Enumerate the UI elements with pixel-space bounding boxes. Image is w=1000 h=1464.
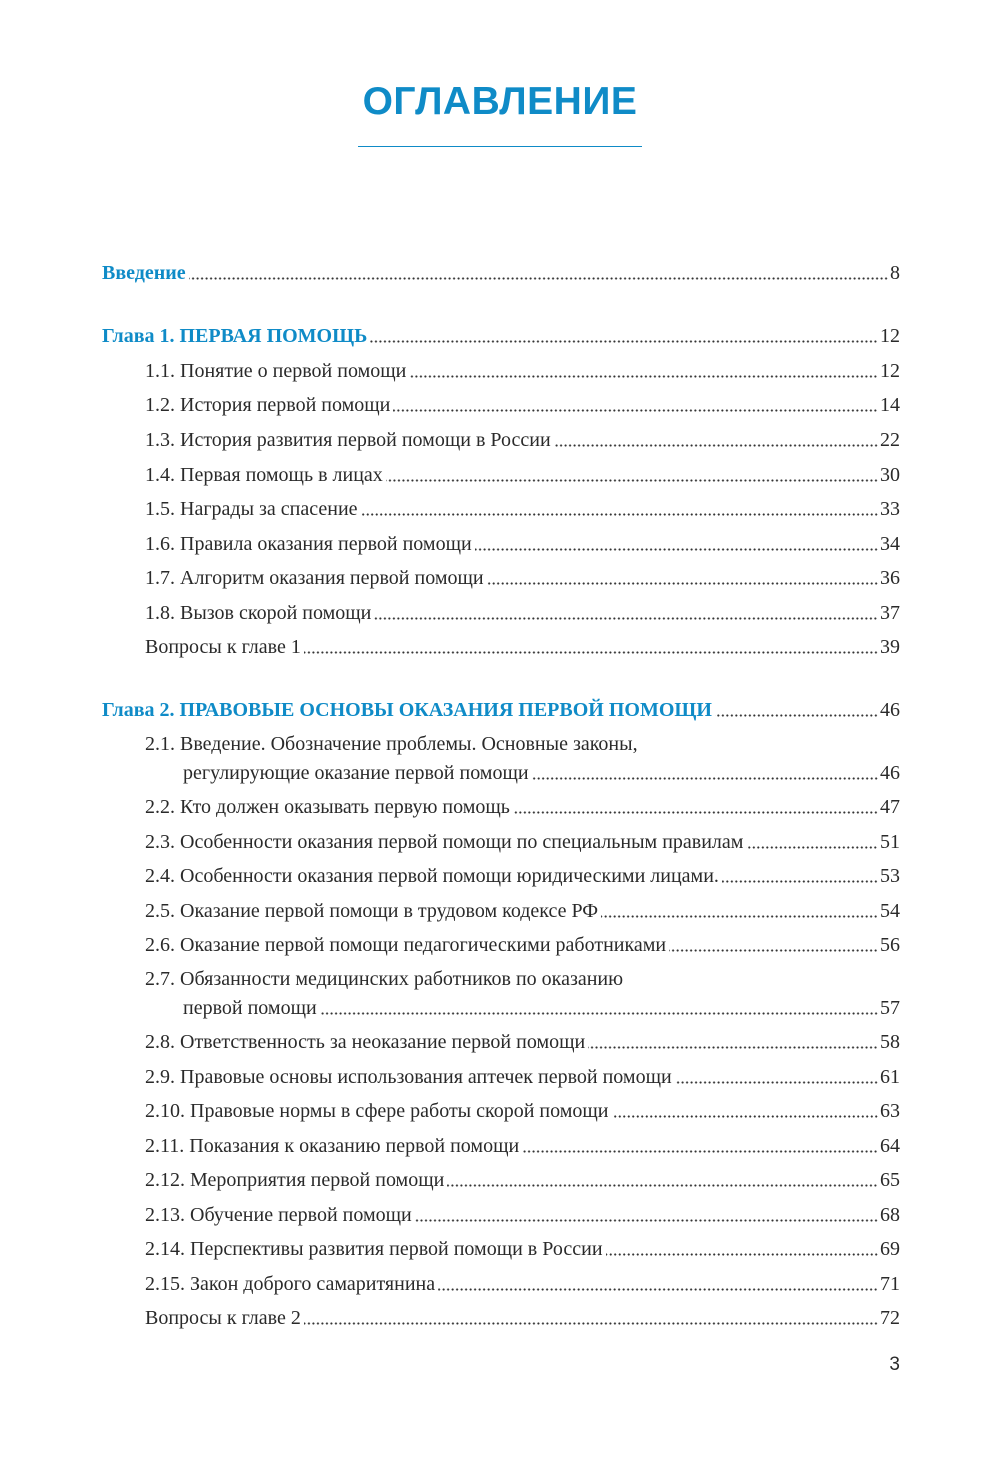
toc-item-page: 33 [880, 498, 900, 520]
dot-leader [532, 777, 878, 780]
dot-leader [374, 617, 878, 620]
toc-item[interactable] [145, 592, 900, 624]
toc-item-page: 37 [880, 602, 900, 624]
toc-chapter-2-page: 46 [880, 699, 900, 721]
toc-item-label: 1.4. Первая помощь в лицах [145, 464, 383, 486]
dot-leader [612, 1115, 879, 1118]
toc-intro[interactable] [102, 252, 900, 284]
toc-chapter-2[interactable] [102, 689, 900, 721]
toc-item-page: 56 [880, 934, 900, 956]
dot-leader [409, 375, 878, 378]
toc-item-page: 22 [880, 429, 900, 451]
dot-leader [669, 949, 878, 952]
toc-item-label: 1.3. История развития первой помощи в России [145, 429, 551, 451]
toc-item[interactable] [145, 350, 900, 382]
toc-item[interactable] [145, 1090, 900, 1122]
dot-leader [447, 1184, 878, 1187]
dot-leader [522, 1150, 878, 1153]
toc-item[interactable] [145, 786, 900, 818]
toc-item-page: 14 [880, 394, 900, 416]
toc-item-label: 2.12. Мероприятия первой помощи [145, 1169, 445, 1191]
dot-leader [588, 1046, 878, 1049]
dot-leader [304, 651, 878, 654]
toc-item-label: 2.6. Оказание первой помощи педагогическими работниками [145, 934, 667, 956]
toc-item[interactable] [145, 557, 900, 589]
toc-item-label: 1.7. Алгоритм оказания первой помощи [145, 567, 484, 589]
toc-item-page: 68 [880, 1204, 900, 1226]
toc-item-label: 2.2. Кто должен оказывать первую помощь [145, 796, 510, 818]
toc-item-label: 1.1. Понятие о первой помощи [145, 360, 407, 382]
title-underline [358, 146, 642, 147]
toc-item-page: 39 [880, 636, 900, 658]
toc-item-label: 2.4. Особенности оказания первой помощи юридическими лицами. [145, 865, 719, 887]
toc-item-label: 2.1. Введение. Обозначение проблемы. Основные законы, [145, 733, 638, 755]
toc-item[interactable] [145, 384, 900, 416]
toc-intro-page: 8 [890, 262, 900, 284]
toc-item-label: 2.9. Правовые основы использования аптечек первой помощи [145, 1066, 672, 1088]
dot-leader [320, 1012, 878, 1015]
toc-item[interactable] [145, 890, 900, 922]
dot-leader [715, 714, 878, 717]
toc-item-label: 1.8. Вызов скорой помощи [145, 602, 372, 624]
toc-item-page: 51 [880, 831, 900, 853]
toc-item-page: 65 [880, 1169, 900, 1191]
toc-item[interactable] [145, 1263, 900, 1295]
toc-item[interactable] [183, 987, 900, 1019]
toc-item-page: 57 [880, 997, 900, 1019]
toc-item-page: 72 [880, 1307, 900, 1329]
toc-item[interactable] [145, 488, 900, 520]
dot-leader [487, 582, 878, 585]
toc-item-page: 63 [880, 1100, 900, 1122]
toc-intro-label: Введение [102, 262, 186, 284]
toc-chapter-1[interactable] [102, 315, 900, 347]
toc-item-line-1[interactable] [145, 958, 623, 990]
dot-leader [722, 880, 878, 883]
toc-item-page: 64 [880, 1135, 900, 1157]
toc-item[interactable] [145, 924, 900, 956]
toc-item[interactable] [145, 1297, 900, 1329]
toc-item-label: 2.3. Особенности оказания первой помощи по специальным правилам [145, 831, 744, 853]
toc-item-page: 36 [880, 567, 900, 589]
toc-item-label: 2.11. Показания к оказанию первой помощи [145, 1135, 520, 1157]
dot-leader [601, 915, 878, 918]
dot-leader [189, 277, 888, 280]
dot-leader [415, 1219, 878, 1222]
dot-leader [746, 846, 878, 849]
dot-leader [675, 1081, 878, 1084]
dot-leader [393, 409, 878, 412]
toc-item[interactable] [145, 1125, 900, 1157]
toc-item-label: 2.15. Закон доброго самаритянина [145, 1273, 436, 1295]
toc-item-line-1[interactable] [145, 723, 638, 755]
toc-item-label: Вопросы к главе 1 [145, 636, 301, 658]
toc-item-label: Вопросы к главе 2 [145, 1307, 301, 1329]
toc-item-page: 71 [880, 1273, 900, 1295]
dot-leader [370, 340, 878, 343]
toc-item[interactable] [145, 626, 900, 658]
toc-item[interactable] [183, 752, 900, 784]
toc-item-page: 53 [880, 865, 900, 887]
toc-item[interactable] [145, 821, 900, 853]
page-title: ОГЛАВЛЕНИЕ [362, 80, 638, 123]
toc-item-page: 54 [880, 900, 900, 922]
toc-item-label: 2.5. Оказание первой помощи в трудовом кодексе РФ [145, 900, 599, 922]
toc-chapter-2-label: Глава 2. ПРАВОВЫЕ ОСНОВЫ ОКАЗАНИЯ ПЕРВОЙ ПОМОЩИ [102, 699, 712, 721]
dot-leader [386, 479, 878, 482]
dot-leader [475, 548, 878, 551]
toc-item-label: 2.10. Правовые нормы в сфере работы скорой помощи [145, 1100, 609, 1122]
toc-item[interactable] [145, 1194, 900, 1226]
toc-item-label: первой помощи [183, 997, 317, 1019]
dot-leader [361, 513, 878, 516]
toc-item[interactable] [145, 1056, 900, 1088]
toc-item-page: 47 [880, 796, 900, 818]
toc-item[interactable] [145, 454, 900, 486]
toc-item-page: 12 [880, 360, 900, 382]
toc-item-page: 30 [880, 464, 900, 486]
toc-item[interactable] [145, 855, 900, 887]
toc-item-page: 58 [880, 1031, 900, 1053]
toc-item-page: 34 [880, 533, 900, 555]
toc-item[interactable] [145, 1021, 900, 1053]
dot-leader [304, 1322, 878, 1325]
toc-item[interactable] [145, 419, 900, 451]
toc-item-page: 61 [880, 1066, 900, 1088]
toc-item[interactable] [145, 1228, 900, 1260]
toc-item-label: 1.2. История первой помощи [145, 394, 391, 416]
toc-item-label: 1.6. Правила оказания первой помощи [145, 533, 472, 555]
page-number: 3 [889, 1354, 900, 1375]
toc-item-label: регулирующие оказание первой помощи [183, 762, 529, 784]
dot-leader [438, 1288, 878, 1291]
toc-item-label: 2.14. Перспективы развития первой помощи в России [145, 1238, 603, 1260]
dot-leader [513, 811, 878, 814]
toc-item-label: 1.5. Награды за спасение [145, 498, 358, 520]
toc-item-page: 69 [880, 1238, 900, 1260]
toc-item-page: 46 [880, 762, 900, 784]
toc-chapter-1-label: Глава 1. ПЕРВАЯ ПОМОЩЬ [102, 325, 368, 347]
toc-item[interactable] [145, 523, 900, 555]
dot-leader [606, 1253, 878, 1256]
toc-item-label: 2.8. Ответственность за неоказание первой помощи [145, 1031, 586, 1053]
dot-leader [554, 444, 878, 447]
toc-item-label: 2.13. Обучение первой помощи [145, 1204, 412, 1226]
toc-chapter-1-page: 12 [880, 325, 900, 347]
toc-item[interactable] [145, 1159, 900, 1191]
toc-item-label: 2.7. Обязанности медицинских работников по оказанию [145, 968, 624, 990]
